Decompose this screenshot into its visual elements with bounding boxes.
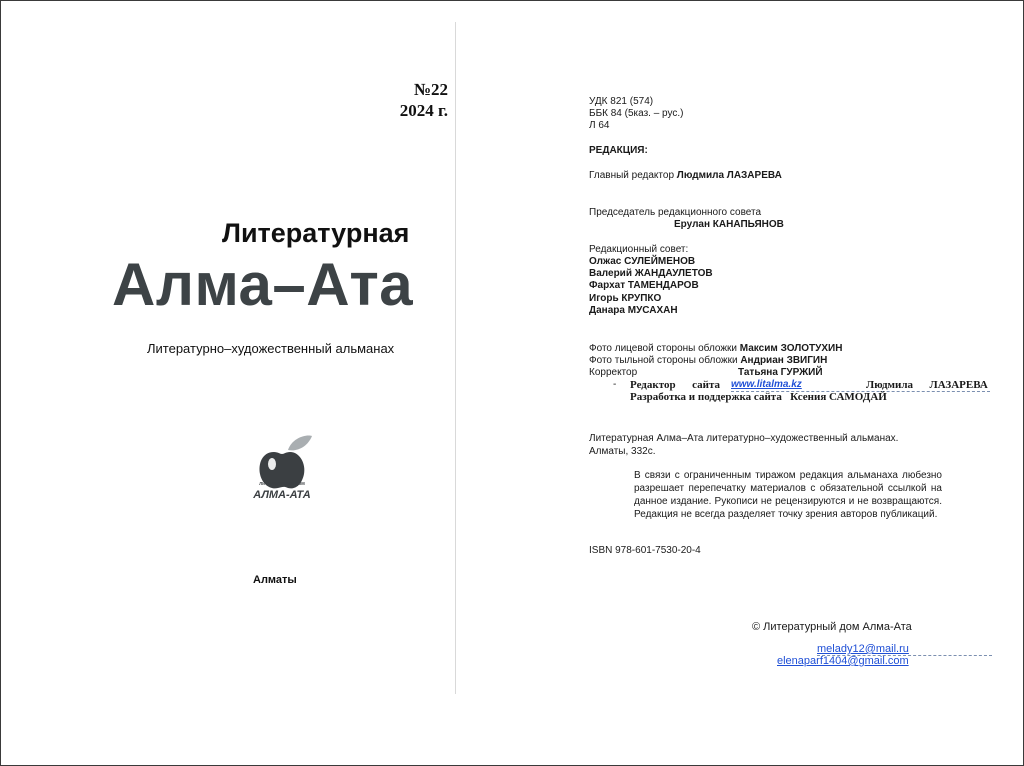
l-code: Л 64 — [589, 120, 610, 131]
chairman-name: Ерулан КАНАПЬЯНОВ — [674, 219, 784, 230]
site-url-link[interactable]: www.litalma.kz — [731, 379, 802, 390]
council-label: Редакционный совет: — [589, 244, 689, 255]
page-divider — [455, 22, 456, 694]
bbk: ББК 84 (5каз. – рус.) — [589, 108, 684, 119]
logo-text-bottom: АЛМА-АТА — [253, 489, 311, 501]
issue-year: 2024 г. — [399, 101, 448, 120]
description-line2: Алматы, 332с. — [589, 446, 656, 457]
site-development: Разработка и поддержка сайта Ксения САМОДАЙ — [630, 391, 887, 403]
proofreader-name: Татьяна ГУРЖИЙ — [738, 367, 823, 378]
chief-editor — [589, 170, 782, 182]
front-photo-name: Максим ЗОЛОТУХИН — [739, 343, 843, 354]
copyright: © Литературный дом Алма-Ата — [752, 621, 912, 633]
city: Алматы — [253, 574, 297, 586]
council-member: Данара МУСАХАН — [589, 305, 678, 316]
issue-number: №22 — [413, 80, 448, 99]
isbn: ISBN 978-601-7530-20-4 — [589, 545, 701, 556]
site-editor-label: Редактор сайта — [630, 379, 720, 391]
logo-text-top: ЛИТЕРАТУРНЫЙ ДОМ — [259, 481, 305, 486]
reprint-notice: В связи с ограниченным тиражом редакция альманаха любезно разрешает перепечатку материалов с обязательной ссылкой на данное издание. Рукописи не рецензируются и не возвращаются. Редакция не всегда разделяет точку зрения авторов публикаций. — [634, 470, 942, 520]
editorial-heading: РЕДАКЦИЯ: — [589, 145, 648, 156]
council-member: Олжас СУЛЕЙМЕНОВ — [589, 256, 696, 267]
chairman-label: Председатель редакционного совета — [589, 207, 762, 218]
front-photo-credit — [589, 343, 842, 355]
council-member: Фархат ТАМЕНДАРОВ — [589, 280, 699, 291]
back-photo-credit — [589, 355, 827, 367]
back-photo-name: Андриан ЗВИГИН — [740, 355, 828, 366]
title-line2: Алма–Ата — [112, 251, 414, 318]
email-link-2[interactable]: elenaparf1404@gmail.com — [777, 655, 909, 667]
chief-editor-name: Людмила ЛАЗАРЕВА — [676, 170, 782, 181]
apple-logo-icon — [252, 432, 324, 512]
description-line1: Литературная Алма–Ата литературно–художественный альманах. — [589, 433, 899, 444]
front-photo-label: Фото лицевой стороны обложки — [589, 343, 738, 354]
list-bullet: - — [613, 379, 617, 390]
back-photo-label: Фото тыльной стороны обложки — [589, 355, 738, 366]
proofreader-label: Корректор — [589, 367, 638, 378]
email-link-1[interactable]: melady12@mail.ru — [817, 643, 909, 655]
site-editor-name: Людмила ЛАЗАРЕВА — [866, 379, 988, 391]
subtitle: Литературно–художественный альманах — [147, 341, 395, 356]
council-member: Игорь КРУПКО — [589, 293, 662, 304]
issue-info — [400, 79, 448, 121]
council-member: Валерий ЖАНДАУЛЕТОВ — [589, 268, 713, 279]
udk: УДК 821 (574) — [589, 96, 654, 107]
title-line1: Литературная — [222, 218, 410, 248]
chief-editor-label: Главный редактор — [589, 170, 675, 181]
